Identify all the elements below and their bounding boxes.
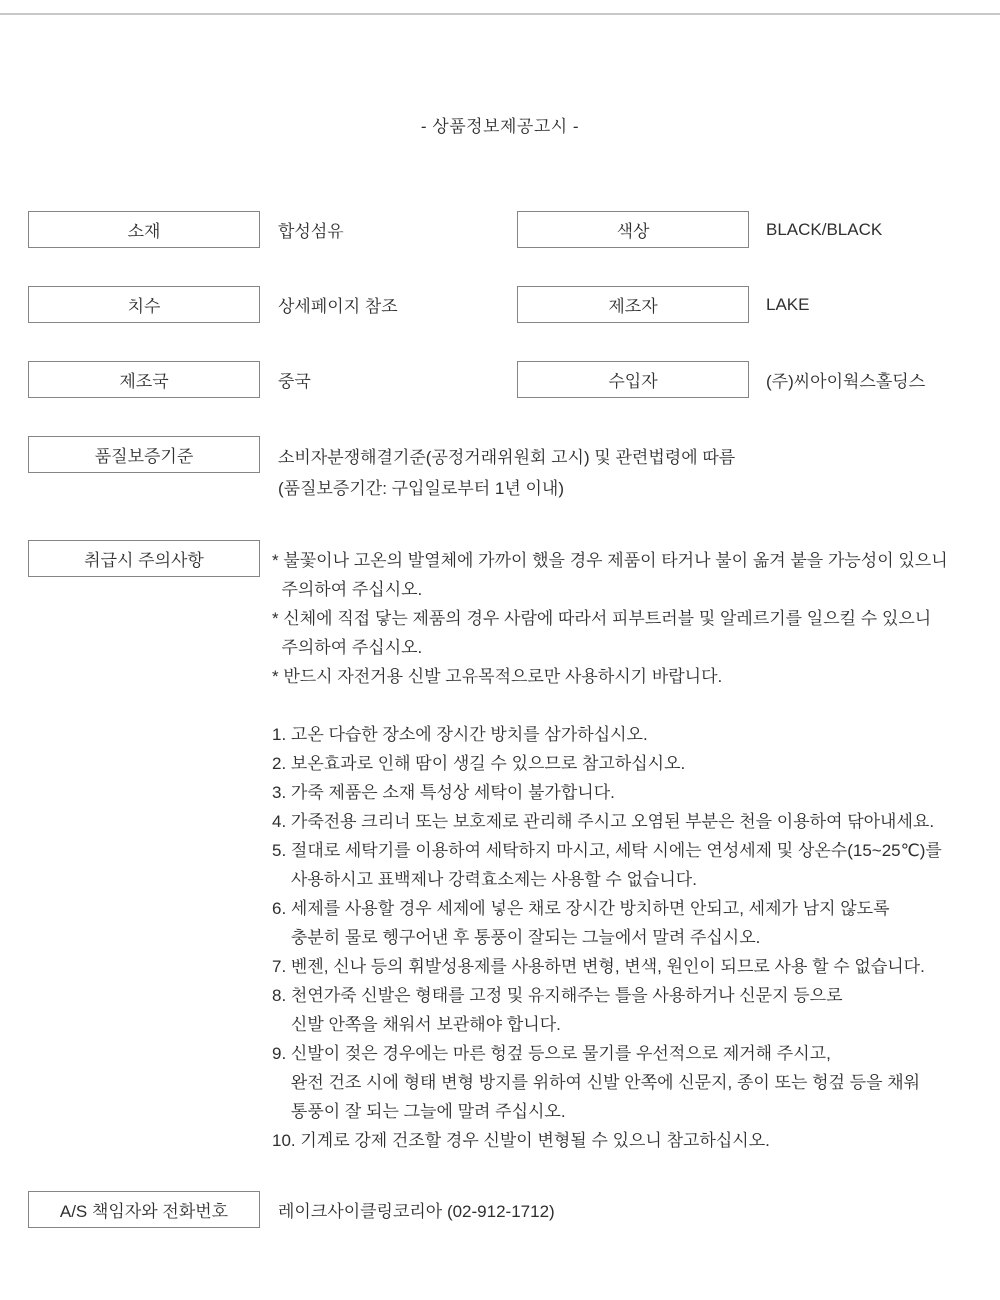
origin-country-label-box bbox=[28, 361, 260, 398]
care-line: 9. 신발이 젖은 경우에는 마른 헝겊 등으로 물기를 우선적으로 제거해 주시고, bbox=[272, 1044, 831, 1063]
care-line: 10. 기계로 강제 건조할 경우 신발이 변형될 수 있으니 참고하십시오. bbox=[272, 1131, 770, 1150]
material-label: 소재 bbox=[127, 222, 161, 241]
care-line: 신발 안쪽을 채워서 보관해야 합니다. bbox=[272, 1015, 561, 1034]
care-line: 사용하시고 표백제나 강력효소제는 사용할 수 없습니다. bbox=[272, 870, 697, 889]
manufacturer-value: LAKE bbox=[766, 294, 810, 314]
importer-label-box bbox=[517, 361, 749, 398]
color-value: BLACK/BLACK bbox=[766, 219, 883, 239]
care-line: 5. 절대로 세탁기를 이용하여 세탁하지 마시고, 세탁 시에는 연성세제 및 상온수(15~25℃)를 bbox=[272, 841, 942, 860]
top-divider bbox=[0, 13, 1000, 15]
size-value: 상세페이지 참조 bbox=[278, 297, 398, 316]
care-line: 주의하여 주십시오. bbox=[272, 580, 423, 599]
as-contact-label: A/S 책임자와 전화번호 bbox=[59, 1202, 229, 1221]
care-line: 1. 고온 다습한 장소에 장시간 방치를 삼가하십시오. bbox=[272, 725, 648, 744]
care-line: 충분히 물로 헹구어낸 후 통풍이 잘되는 그늘에서 말려 주십시오. bbox=[272, 928, 761, 947]
size-label-box bbox=[28, 286, 260, 323]
manufacturer-label: 제조자 bbox=[608, 297, 658, 316]
material-value: 합성섬유 bbox=[278, 222, 344, 241]
as-contact-label-box bbox=[28, 1191, 260, 1228]
warranty-line: 소비자분쟁해결기준(공정거래위원회 고시) 및 관련법령에 따름 bbox=[278, 448, 736, 467]
warranty-label-box bbox=[28, 436, 260, 473]
origin-country-label: 제조국 bbox=[119, 372, 169, 391]
color-label: 색상 bbox=[616, 222, 650, 241]
care-line: 주의하여 주십시오. bbox=[272, 638, 423, 657]
care-line: 3. 가죽 제품은 소재 특성상 세탁이 불가합니다. bbox=[272, 783, 615, 802]
care-line: * 반드시 자전거용 신발 고유목적으로만 사용하시기 바랍니다. bbox=[272, 667, 723, 686]
material-label-box bbox=[28, 211, 260, 248]
care-label-box bbox=[28, 540, 260, 577]
care-line: 8. 천연가죽 신발은 형태를 고정 및 유지해주는 틀을 사용하거나 신문지 등으로 bbox=[272, 986, 843, 1005]
warranty-label: 품질보증기준 bbox=[94, 447, 194, 466]
color-label-box bbox=[517, 211, 749, 248]
warranty-value bbox=[278, 442, 735, 504]
importer-label: 수입자 bbox=[608, 372, 658, 391]
care-line: 4. 가죽전용 크리너 또는 보호제로 관리해 주시고 오염된 부분은 천을 이용하여 닦아내세요. bbox=[272, 812, 935, 831]
as-contact-value: 레이크사이클링코리아 (02-912-1712) bbox=[278, 1202, 555, 1221]
importer-value: (주)씨아이웍스홀딩스 bbox=[766, 372, 926, 391]
care-line: 6. 세제를 사용할 경우 세제에 넣은 채로 장시간 방치하면 안되고, 세제가 남지 않도록 bbox=[272, 899, 890, 918]
care-line: * 불꽃이나 고온의 발열체에 가까이 했을 경우 제품이 타거나 불이 옮겨 붙을 가능성이 있으니 bbox=[272, 551, 948, 570]
care-instructions bbox=[272, 546, 948, 1155]
care-label: 취급시 주의사항 bbox=[84, 551, 204, 570]
care-line bbox=[272, 691, 948, 720]
care-line: 2. 보온효과로 인해 땀이 생길 수 있으므로 참고하십시오. bbox=[272, 754, 686, 773]
warranty-line: (품질보증기간: 구입일로부터 1년 이내) bbox=[278, 479, 564, 498]
manufacturer-label-box bbox=[517, 286, 749, 323]
origin-country-value: 중국 bbox=[278, 372, 311, 391]
care-line: 완전 건조 시에 형태 변형 방지를 위하여 신발 안쪽에 신문지, 종이 또는 헝겊 등을 채워 bbox=[272, 1073, 921, 1092]
size-label: 치수 bbox=[127, 297, 161, 316]
page-title: - 상품정보제공고시 - bbox=[420, 117, 580, 136]
care-line: 7. 벤젠, 신나 등의 휘발성용제를 사용하면 변형, 변색, 원인이 되므로 사용 할 수 없습니다. bbox=[272, 957, 925, 976]
care-line: * 신체에 직접 닿는 제품의 경우 사람에 따라서 피부트러블 및 알레르기를 일으킬 수 있으니 bbox=[272, 609, 932, 628]
care-line: 통풍이 잘 되는 그늘에 말려 주십시오. bbox=[272, 1102, 566, 1121]
